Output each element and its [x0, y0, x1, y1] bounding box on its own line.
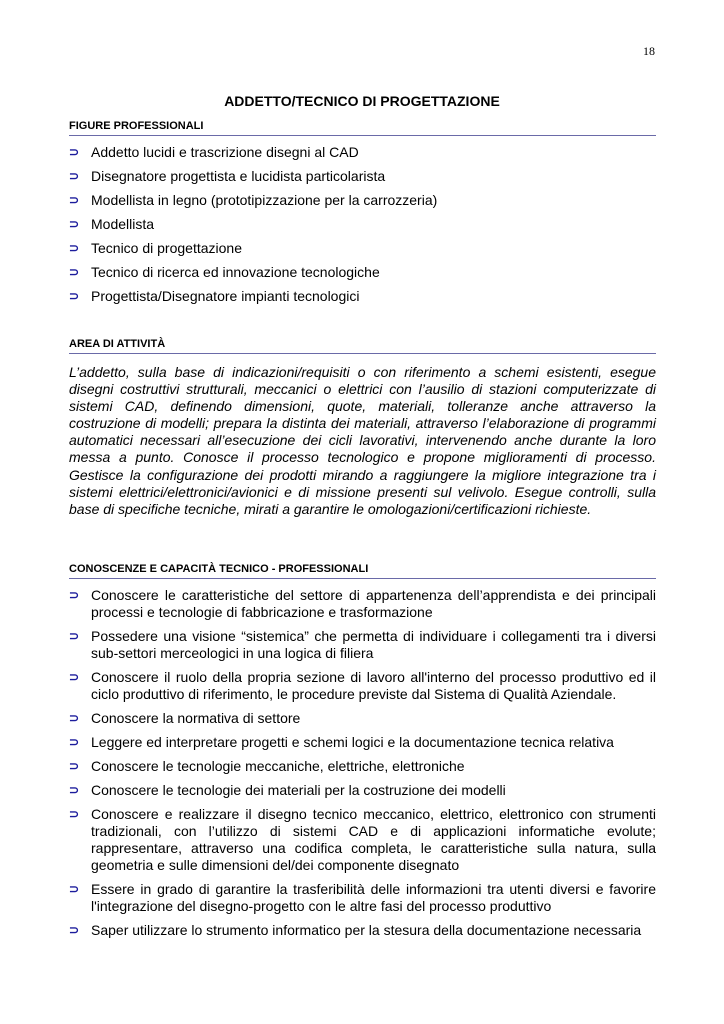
list-item-text: Tecnico di progettazione — [91, 240, 242, 256]
list-item-text: Disegnatore progettista e lucidista particolarista — [91, 168, 386, 184]
figure-list — [69, 144, 656, 312]
bullet-arrow-icon: ⊃ — [69, 923, 80, 937]
bullet-arrow-icon: ⊃ — [69, 711, 80, 725]
bullet-arrow-icon: ⊃ — [69, 241, 80, 255]
list-item-text: Modellista in legno (prototipizzazione per la carrozzeria) — [91, 192, 438, 208]
list-item — [69, 922, 656, 939]
list-item — [69, 216, 656, 233]
list-item-text: Conoscere e realizzare il disegno tecnico meccanico, elettrico, elettronico con strumenti tradizionali, con l’utilizzo di sistemi CAD e di applicazioni informatiche evolute; rappresentare, attraverso una codifica completa, le caratteristiche sulla natura, sulla geometria e sulle dimensioni del/dei componente disegnato — [91, 806, 656, 873]
bullet-arrow-icon: ⊃ — [69, 735, 80, 749]
bullet-arrow-icon: ⊃ — [69, 629, 80, 643]
bullet-arrow-icon: ⊃ — [69, 265, 80, 279]
list-item-text: Possedere una visione “sistemica” che permetta di individuare i collegamenti tra i diversi sub-settori merceologici in una logica di filiera — [91, 628, 656, 661]
list-item-text: Conoscere le caratteristiche del settore di appartenenza dell’apprendista e dei principali processi e tecnologie di fabbricazione e trasformazione — [91, 587, 656, 620]
list-item — [69, 881, 656, 915]
conoscenze-list — [69, 587, 656, 946]
section-heading-area: AREA DI ATTIVITÀ — [69, 338, 656, 354]
bullet-arrow-icon: ⊃ — [69, 588, 80, 602]
list-item — [69, 168, 656, 185]
bullet-arrow-icon: ⊃ — [69, 783, 80, 797]
list-item — [69, 587, 656, 621]
bullet-arrow-icon: ⊃ — [69, 882, 80, 896]
page-title: ADDETTO/TECNICO DI PROGETTAZIONE — [224, 93, 500, 109]
bullet-arrow-icon: ⊃ — [69, 217, 80, 231]
list-item — [69, 710, 656, 727]
section-heading-figure: FIGURE PROFESSIONALI — [69, 120, 656, 136]
list-item-text: Leggere ed interpretare progetti e schemi logici e la documentazione tecnica relativa — [91, 734, 614, 750]
list-item — [69, 734, 656, 751]
list-item-text: Conoscere le tecnologie meccaniche, elettriche, elettroniche — [91, 758, 465, 774]
list-item-text: Conoscere la normativa di settore — [91, 710, 301, 726]
list-item-text: Addetto lucidi e trascrizione disegni al CAD — [91, 144, 359, 160]
list-item-text: Modellista — [91, 216, 155, 232]
list-item-text: Tecnico di ricerca ed innovazione tecnologiche — [91, 264, 380, 280]
bullet-arrow-icon: ⊃ — [69, 670, 80, 684]
bullet-arrow-icon: ⊃ — [69, 289, 80, 303]
list-item — [69, 628, 656, 662]
section-heading-conoscenze: CONOSCENZE E CAPACITÀ TECNICO - PROFESSIONALI — [69, 563, 656, 579]
list-item — [69, 782, 656, 799]
list-item — [69, 240, 656, 257]
list-item — [69, 264, 656, 281]
list-item — [69, 192, 656, 209]
bullet-arrow-icon: ⊃ — [69, 193, 80, 207]
bullet-arrow-icon: ⊃ — [69, 759, 80, 773]
list-item — [69, 758, 656, 775]
list-item-text: Progettista/Disegnatore impianti tecnologici — [91, 288, 360, 304]
bullet-arrow-icon: ⊃ — [69, 807, 80, 821]
page-number: 18 — [643, 44, 655, 58]
list-item — [69, 288, 656, 305]
bullet-arrow-icon: ⊃ — [69, 169, 80, 183]
list-item-text: Conoscere le tecnologie dei materiali per la costruzione dei modelli — [91, 782, 506, 798]
list-item-text: Essere in grado di garantire la trasferibilità delle informazioni tra utenti diversi e favorire l'integrazione del disegno-progetto con le altre fasi del processo produttivo — [91, 881, 656, 914]
list-item-text: Conoscere il ruolo della propria sezione di lavoro all'interno del processo produttivo ed il ciclo produttivo di riferimento, le procedure previste dal Sistema di Qualità Aziendale. — [91, 669, 656, 702]
list-item-text: Saper utilizzare lo strumento informatico per la stesura della documentazione necessaria — [91, 922, 642, 938]
list-item — [69, 144, 656, 161]
bullet-arrow-icon: ⊃ — [69, 145, 80, 159]
list-item — [69, 669, 656, 703]
list-item — [69, 806, 656, 874]
activity-description: L’addetto, sulla base di indicazioni/requisiti o con riferimento a schemi esistenti, esegue disegni costruttivi strutturali, meccanici o elettrici con l’ausilio di stazioni computerizzate di sistemi CAD, definendo dimensioni, quote, materiali, tolleranze anche attraverso la costruzione di modelli; prepara la distinta dei materiali, attraverso l’elaborazione di programmi automatici necessari all’esecuzione dei cicli lavorativi, intervenendo anche durante la loro messa a punto. Conosce il processo tecnologico e propone miglioramenti di processo. Gestisce la configurazione dei prodotti mirando a raggiungere la migliore integrazione tra i sistemi elettrici/elettronici/avionici e di missione presenti sul velivolo. Esegue controlli, sulla base di specifiche tecniche, mirati a garantire le omologazioni/certificazioni richieste. — [69, 364, 656, 517]
